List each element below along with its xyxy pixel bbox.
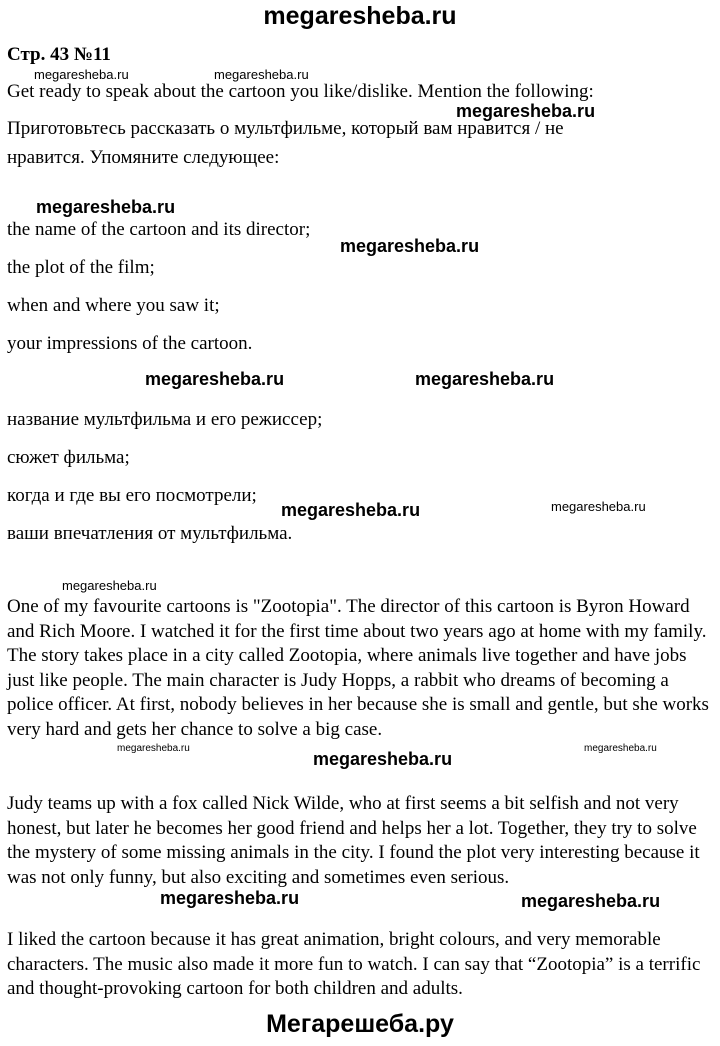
watermark: megaresheba.ru: [415, 369, 555, 389]
watermark: megaresheba.ru: [521, 891, 661, 911]
watermark: megaresheba.ru: [584, 743, 657, 754]
instruction-ru-line2: нравится. Упомяните следующее:: [7, 147, 280, 168]
point-ru-impressions: ваши впечатления от мультфильма.: [7, 523, 293, 544]
instruction-en: Get ready to speak about the cartoon you like/dislike. Mention the following:: [7, 81, 594, 102]
watermark: megaresheba.ru: [36, 197, 176, 217]
watermark: megaresheba.ru: [281, 500, 421, 520]
watermark: megaresheba.ru: [313, 749, 453, 769]
answer-paragraph-2: Judy teams up with a fox called Nick Wilde, who at first seems a bit selfish and not very honest, but later he becomes her good friend and helps her a lot. Together, they try to solve the mystery of some missing animals in the city. I found the plot very interesting because it was not only funny, but also exciting and sometimes even serious.: [7, 793, 700, 888]
site-footer: Мегарешеба.ру: [266, 1010, 454, 1038]
watermark: megaresheba.ru: [340, 236, 480, 256]
watermark: megaresheba.ru: [160, 888, 300, 908]
watermark: megaresheba.ru: [145, 369, 285, 389]
point-en-when: when and where you saw it;: [7, 295, 220, 316]
answer-paragraph-1: One of my favourite cartoons is "Zootopia". The director of this cartoon is Byron Howard and Rich Moore. I watched it for the first time about two years ago at home with my family. The story takes place in a city called Zootopia, where animals live together and have jobs just like people. The main character is Judy Hopps, a rabbit who dreams of becoming a police officer. At first, nobody believes in her because she is small and gentle, but she works very hard and gets her chance to solve a big case.: [7, 596, 709, 740]
point-ru-name: название мультфильма и его режиссер;: [7, 409, 323, 430]
watermark: megaresheba.ru: [456, 101, 596, 121]
watermark: megaresheba.ru: [551, 499, 646, 514]
watermark: megaresheba.ru: [214, 67, 309, 82]
point-ru-when: когда и где вы его посмотрели;: [7, 485, 257, 506]
point-en-name: the name of the cartoon and its director;: [7, 219, 311, 240]
instruction-ru-line1: Приготовьтесь рассказать о мультфильме, который вам нравится / не: [7, 118, 564, 139]
answer-paragraph-3: I liked the cartoon because it has great animation, bright colours, and very memorable characters. The music also made it more fun to watch. I can say that “Zootopia” is a terrific and thought-provoking cartoon for both children and adults.: [7, 929, 701, 1000]
point-en-impressions: your impressions of the cartoon.: [7, 333, 253, 354]
point-ru-plot: сюжет фильма;: [7, 447, 130, 468]
site-header: megaresheba.ru: [263, 2, 457, 30]
watermark: megaresheba.ru: [117, 743, 190, 754]
watermark: megaresheba.ru: [62, 578, 157, 593]
point-en-plot: the plot of the film;: [7, 257, 155, 278]
watermark: megaresheba.ru: [34, 67, 129, 82]
task-title: Стр. 43 №11: [7, 44, 111, 65]
